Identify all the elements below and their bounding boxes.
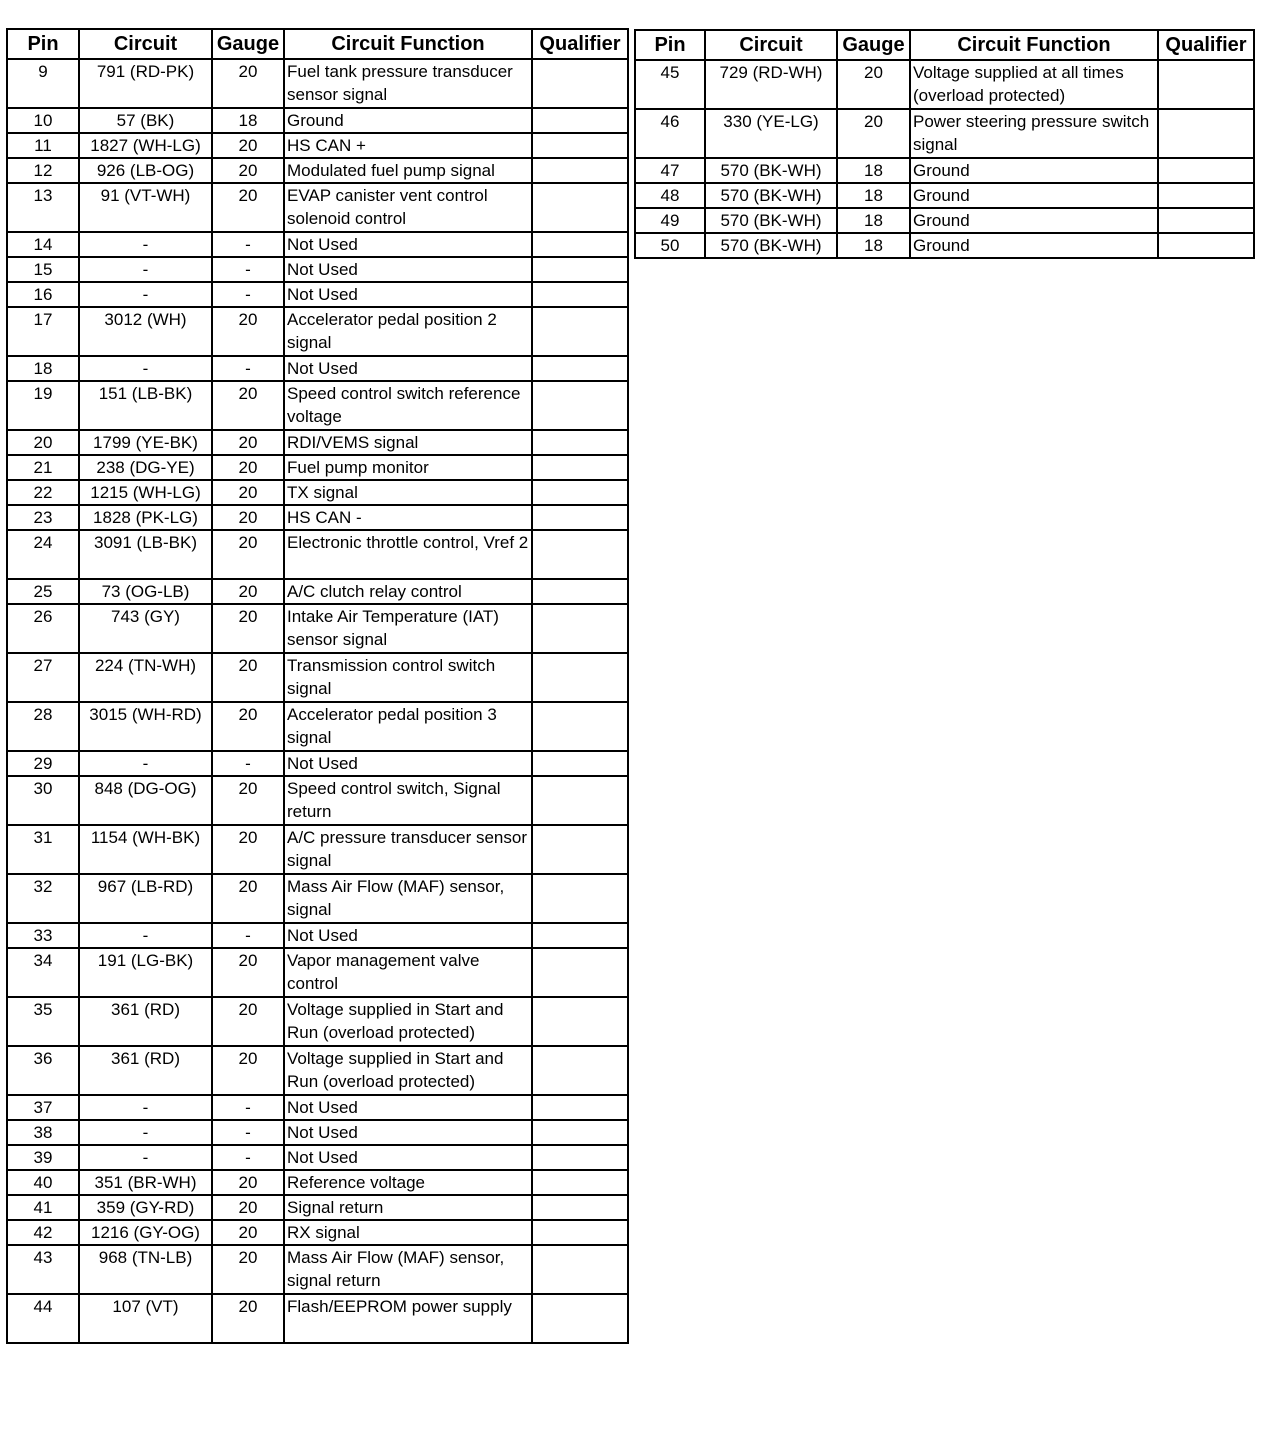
pin-cell: 28 <box>7 702 79 751</box>
function-cell: Not Used <box>284 1145 532 1170</box>
pin-cell: 36 <box>7 1046 79 1095</box>
function-cell: Not Used <box>284 356 532 381</box>
function-cell: Ground <box>284 108 532 133</box>
pin-cell: 45 <box>635 60 705 109</box>
pin-cell: 9 <box>7 59 79 108</box>
pin-cell: 14 <box>7 232 79 257</box>
function-cell: Ground <box>910 208 1158 233</box>
pin-cell: 26 <box>7 604 79 653</box>
table-row <box>7 1245 628 1294</box>
circuit-cell: 3015 (WH-RD) <box>79 702 212 751</box>
circuit-cell: 107 (VT) <box>79 1294 212 1343</box>
qualifier-cell <box>532 480 628 505</box>
qualifier-cell <box>1158 158 1254 183</box>
circuit-cell: 57 (BK) <box>79 108 212 133</box>
gauge-cell: 20 <box>212 1294 284 1343</box>
qualifier-cell <box>532 1220 628 1245</box>
function-cell: Reference voltage <box>284 1170 532 1195</box>
function-cell: Transmission control switch signal <box>284 653 532 702</box>
gauge-cell: 20 <box>212 874 284 923</box>
qualifier-cell <box>532 874 628 923</box>
gauge-cell: 20 <box>212 579 284 604</box>
gauge-cell: - <box>212 751 284 776</box>
pin-cell: 50 <box>635 233 705 258</box>
function-cell: RDI/VEMS signal <box>284 430 532 455</box>
gauge-cell: 20 <box>212 1046 284 1095</box>
function-cell: Intake Air Temperature (IAT) sensor signal <box>284 604 532 653</box>
gauge-cell: 20 <box>212 604 284 653</box>
function-cell: Voltage supplied in Start and Run (overload protected) <box>284 997 532 1046</box>
pin-cell: 47 <box>635 158 705 183</box>
pin-cell: 32 <box>7 874 79 923</box>
table-row <box>7 653 628 702</box>
qualifier-cell <box>532 282 628 307</box>
pin-cell: 46 <box>635 109 705 158</box>
function-cell: Accelerator pedal position 3 signal <box>284 702 532 751</box>
table-header-row <box>635 30 1254 60</box>
gauge-cell: 18 <box>837 233 910 258</box>
circuit-cell: - <box>79 356 212 381</box>
header-circuit: Circuit <box>705 30 837 60</box>
function-cell: Not Used <box>284 257 532 282</box>
pin-cell: 39 <box>7 1145 79 1170</box>
circuit-cell: 330 (YE-LG) <box>705 109 837 158</box>
function-cell: Fuel tank pressure transducer sensor signal <box>284 59 532 108</box>
circuit-cell: 151 (LB-BK) <box>79 381 212 430</box>
qualifier-cell <box>532 653 628 702</box>
table-row <box>7 1145 628 1170</box>
circuit-cell: 1154 (WH-BK) <box>79 825 212 874</box>
function-cell: Vapor management valve control <box>284 948 532 997</box>
table-row <box>7 825 628 874</box>
gauge-cell: - <box>212 1095 284 1120</box>
function-cell: Fuel pump monitor <box>284 455 532 480</box>
function-cell: Speed control switch, Signal return <box>284 776 532 825</box>
pin-cell: 17 <box>7 307 79 356</box>
qualifier-cell <box>532 948 628 997</box>
pin-cell: 13 <box>7 183 79 232</box>
header-gauge: Gauge <box>837 30 910 60</box>
gauge-cell: 20 <box>212 158 284 183</box>
qualifier-cell <box>532 59 628 108</box>
circuit-cell: 191 (LG-BK) <box>79 948 212 997</box>
function-cell: A/C clutch relay control <box>284 579 532 604</box>
circuit-cell: 351 (BR-WH) <box>79 1170 212 1195</box>
table-row <box>635 109 1254 158</box>
pin-cell: 20 <box>7 430 79 455</box>
header-pin: Pin <box>7 29 79 59</box>
qualifier-cell <box>532 108 628 133</box>
pin-cell: 22 <box>7 480 79 505</box>
function-cell: Signal return <box>284 1195 532 1220</box>
header-qualifier: Qualifier <box>1158 30 1254 60</box>
qualifier-cell <box>532 1294 628 1343</box>
qualifier-cell <box>532 1170 628 1195</box>
table-row <box>7 282 628 307</box>
table-row <box>7 1046 628 1095</box>
pinout-table-left <box>6 28 629 1344</box>
circuit-cell: 73 (OG-LB) <box>79 579 212 604</box>
qualifier-cell <box>532 307 628 356</box>
qualifier-cell <box>532 430 628 455</box>
function-cell: Mass Air Flow (MAF) sensor, signal <box>284 874 532 923</box>
qualifier-cell <box>532 1195 628 1220</box>
gauge-cell: 20 <box>212 307 284 356</box>
function-cell: Not Used <box>284 282 532 307</box>
circuit-cell: 1216 (GY-OG) <box>79 1220 212 1245</box>
table-row <box>7 307 628 356</box>
gauge-cell: 20 <box>212 1170 284 1195</box>
function-cell: Flash/EEPROM power supply <box>284 1294 532 1343</box>
qualifier-cell <box>1158 183 1254 208</box>
qualifier-cell <box>532 356 628 381</box>
pin-cell: 23 <box>7 505 79 530</box>
gauge-cell: 20 <box>212 505 284 530</box>
pin-cell: 25 <box>7 579 79 604</box>
gauge-cell: - <box>212 232 284 257</box>
gauge-cell: 20 <box>212 825 284 874</box>
table-row <box>7 604 628 653</box>
pin-cell: 42 <box>7 1220 79 1245</box>
table-row <box>7 776 628 825</box>
qualifier-cell <box>532 183 628 232</box>
circuit-cell: 570 (BK-WH) <box>705 208 837 233</box>
function-cell: Mass Air Flow (MAF) sensor, signal return <box>284 1245 532 1294</box>
circuit-cell: 359 (GY-RD) <box>79 1195 212 1220</box>
pin-cell: 24 <box>7 530 79 579</box>
circuit-cell: 570 (BK-WH) <box>705 233 837 258</box>
circuit-cell: 1827 (WH-LG) <box>79 133 212 158</box>
pin-cell: 41 <box>7 1195 79 1220</box>
gauge-cell: 20 <box>212 702 284 751</box>
pin-cell: 16 <box>7 282 79 307</box>
pin-cell: 21 <box>7 455 79 480</box>
qualifier-cell <box>532 923 628 948</box>
gauge-cell: - <box>212 923 284 948</box>
table-row <box>7 133 628 158</box>
circuit-cell: 224 (TN-WH) <box>79 653 212 702</box>
qualifier-cell <box>532 505 628 530</box>
pin-cell: 35 <box>7 997 79 1046</box>
table-row <box>7 1220 628 1245</box>
table-row <box>7 505 628 530</box>
function-cell: Not Used <box>284 1095 532 1120</box>
qualifier-cell <box>532 530 628 579</box>
circuit-cell: 729 (RD-WH) <box>705 60 837 109</box>
circuit-cell: - <box>79 1145 212 1170</box>
gauge-cell: 20 <box>212 948 284 997</box>
gauge-cell: 20 <box>212 455 284 480</box>
circuit-cell: 743 (GY) <box>79 604 212 653</box>
table-row <box>7 480 628 505</box>
header-circuit: Circuit <box>79 29 212 59</box>
qualifier-cell <box>1158 233 1254 258</box>
table-row <box>7 530 628 579</box>
function-cell: Ground <box>910 233 1158 258</box>
function-cell: EVAP canister vent control solenoid control <box>284 183 532 232</box>
table-row <box>7 1120 628 1145</box>
circuit-cell: 91 (VT-WH) <box>79 183 212 232</box>
pin-cell: 37 <box>7 1095 79 1120</box>
header-gauge: Gauge <box>212 29 284 59</box>
gauge-cell: 20 <box>212 530 284 579</box>
pin-cell: 29 <box>7 751 79 776</box>
pin-cell: 18 <box>7 356 79 381</box>
circuit-cell: - <box>79 282 212 307</box>
function-cell: A/C pressure transducer sensor signal <box>284 825 532 874</box>
table-row <box>635 183 1254 208</box>
pin-cell: 30 <box>7 776 79 825</box>
pin-cell: 19 <box>7 381 79 430</box>
function-cell: Power steering pressure switch signal <box>910 109 1158 158</box>
qualifier-cell <box>532 604 628 653</box>
qualifier-cell <box>532 1046 628 1095</box>
circuit-cell: - <box>79 1120 212 1145</box>
circuit-cell: 238 (DG-YE) <box>79 455 212 480</box>
pin-cell: 11 <box>7 133 79 158</box>
gauge-cell: 20 <box>837 109 910 158</box>
gauge-cell: 18 <box>837 183 910 208</box>
function-cell: HS CAN + <box>284 133 532 158</box>
table-row <box>7 948 628 997</box>
gauge-cell: 20 <box>212 183 284 232</box>
pin-cell: 12 <box>7 158 79 183</box>
table-row <box>635 233 1254 258</box>
function-cell: Accelerator pedal position 2 signal <box>284 307 532 356</box>
table-row <box>7 59 628 108</box>
circuit-cell: - <box>79 232 212 257</box>
qualifier-cell <box>532 1120 628 1145</box>
qualifier-cell <box>532 1145 628 1170</box>
table-row <box>7 874 628 923</box>
circuit-cell: 1215 (WH-LG) <box>79 480 212 505</box>
table-row <box>635 60 1254 109</box>
qualifier-cell <box>1158 60 1254 109</box>
function-cell: Not Used <box>284 1120 532 1145</box>
qualifier-cell <box>532 751 628 776</box>
qualifier-cell <box>532 381 628 430</box>
qualifier-cell <box>532 702 628 751</box>
circuit-cell: 968 (TN-LB) <box>79 1245 212 1294</box>
function-cell: Ground <box>910 183 1158 208</box>
circuit-cell: 361 (RD) <box>79 997 212 1046</box>
circuit-cell: - <box>79 1095 212 1120</box>
table-row <box>7 257 628 282</box>
table-row <box>7 1195 628 1220</box>
gauge-cell: 20 <box>212 59 284 108</box>
circuit-cell: 3012 (WH) <box>79 307 212 356</box>
circuit-cell: 1799 (YE-BK) <box>79 430 212 455</box>
circuit-cell: 570 (BK-WH) <box>705 158 837 183</box>
gauge-cell: 20 <box>837 60 910 109</box>
qualifier-cell <box>532 232 628 257</box>
qualifier-cell <box>532 776 628 825</box>
function-cell: HS CAN - <box>284 505 532 530</box>
gauge-cell: 18 <box>837 208 910 233</box>
table-row <box>7 430 628 455</box>
gauge-cell: 20 <box>212 1220 284 1245</box>
pin-cell: 48 <box>635 183 705 208</box>
pin-cell: 33 <box>7 923 79 948</box>
gauge-cell: 20 <box>212 776 284 825</box>
function-cell: Not Used <box>284 751 532 776</box>
pin-cell: 43 <box>7 1245 79 1294</box>
table-row <box>7 1170 628 1195</box>
circuit-cell: - <box>79 751 212 776</box>
qualifier-cell <box>532 133 628 158</box>
circuit-cell: 3091 (LB-BK) <box>79 530 212 579</box>
qualifier-cell <box>532 825 628 874</box>
table-row <box>635 158 1254 183</box>
header-circuit-function: Circuit Function <box>910 30 1158 60</box>
header-circuit-function: Circuit Function <box>284 29 532 59</box>
function-cell: Ground <box>910 158 1158 183</box>
gauge-cell: 20 <box>212 1195 284 1220</box>
pin-cell: 44 <box>7 1294 79 1343</box>
circuit-cell: 848 (DG-OG) <box>79 776 212 825</box>
qualifier-cell <box>532 1245 628 1294</box>
function-cell: Voltage supplied in Start and Run (overload protected) <box>284 1046 532 1095</box>
gauge-cell: 20 <box>212 1245 284 1294</box>
qualifier-cell <box>1158 109 1254 158</box>
gauge-cell: 20 <box>212 381 284 430</box>
pin-cell: 15 <box>7 257 79 282</box>
circuit-cell: 791 (RD-PK) <box>79 59 212 108</box>
table-row <box>7 751 628 776</box>
circuit-cell: 926 (LB-OG) <box>79 158 212 183</box>
table-row <box>7 232 628 257</box>
gauge-cell: 20 <box>212 480 284 505</box>
table-row <box>7 158 628 183</box>
table-row <box>7 183 628 232</box>
table-row <box>7 702 628 751</box>
table-row <box>7 1095 628 1120</box>
qualifier-cell <box>532 158 628 183</box>
pin-cell: 27 <box>7 653 79 702</box>
gauge-cell: 20 <box>212 997 284 1046</box>
function-cell: Not Used <box>284 232 532 257</box>
table-row <box>7 108 628 133</box>
table-row <box>7 1294 628 1343</box>
header-qualifier: Qualifier <box>532 29 628 59</box>
circuit-cell: - <box>79 257 212 282</box>
gauge-cell: - <box>212 282 284 307</box>
pin-cell: 31 <box>7 825 79 874</box>
function-cell: TX signal <box>284 480 532 505</box>
circuit-cell: 570 (BK-WH) <box>705 183 837 208</box>
pin-cell: 40 <box>7 1170 79 1195</box>
function-cell: Electronic throttle control, Vref 2 <box>284 530 532 579</box>
table-row <box>7 579 628 604</box>
gauge-cell: 20 <box>212 430 284 455</box>
qualifier-cell <box>1158 208 1254 233</box>
gauge-cell: 20 <box>212 653 284 702</box>
header-pin: Pin <box>635 30 705 60</box>
pin-cell: 49 <box>635 208 705 233</box>
pin-cell: 10 <box>7 108 79 133</box>
pin-cell: 38 <box>7 1120 79 1145</box>
gauge-cell: - <box>212 1120 284 1145</box>
circuit-cell: - <box>79 923 212 948</box>
gauge-cell: 18 <box>212 108 284 133</box>
qualifier-cell <box>532 257 628 282</box>
gauge-cell: - <box>212 257 284 282</box>
gauge-cell: 18 <box>837 158 910 183</box>
function-cell: Modulated fuel pump signal <box>284 158 532 183</box>
function-cell: Speed control switch reference voltage <box>284 381 532 430</box>
pin-cell: 34 <box>7 948 79 997</box>
function-cell: Voltage supplied at all times (overload protected) <box>910 60 1158 109</box>
function-cell: RX signal <box>284 1220 532 1245</box>
table-header-row <box>7 29 628 59</box>
table-row <box>7 381 628 430</box>
circuit-cell: 361 (RD) <box>79 1046 212 1095</box>
table-row <box>7 455 628 480</box>
gauge-cell: 20 <box>212 133 284 158</box>
table-row <box>635 208 1254 233</box>
gauge-cell: - <box>212 356 284 381</box>
gauge-cell: - <box>212 1145 284 1170</box>
table-row <box>7 356 628 381</box>
table-row <box>7 997 628 1046</box>
pinout-table-right <box>634 29 1255 259</box>
qualifier-cell <box>532 1095 628 1120</box>
qualifier-cell <box>532 455 628 480</box>
circuit-cell: 1828 (PK-LG) <box>79 505 212 530</box>
qualifier-cell <box>532 997 628 1046</box>
table-row <box>7 923 628 948</box>
function-cell: Not Used <box>284 923 532 948</box>
circuit-cell: 967 (LB-RD) <box>79 874 212 923</box>
qualifier-cell <box>532 579 628 604</box>
